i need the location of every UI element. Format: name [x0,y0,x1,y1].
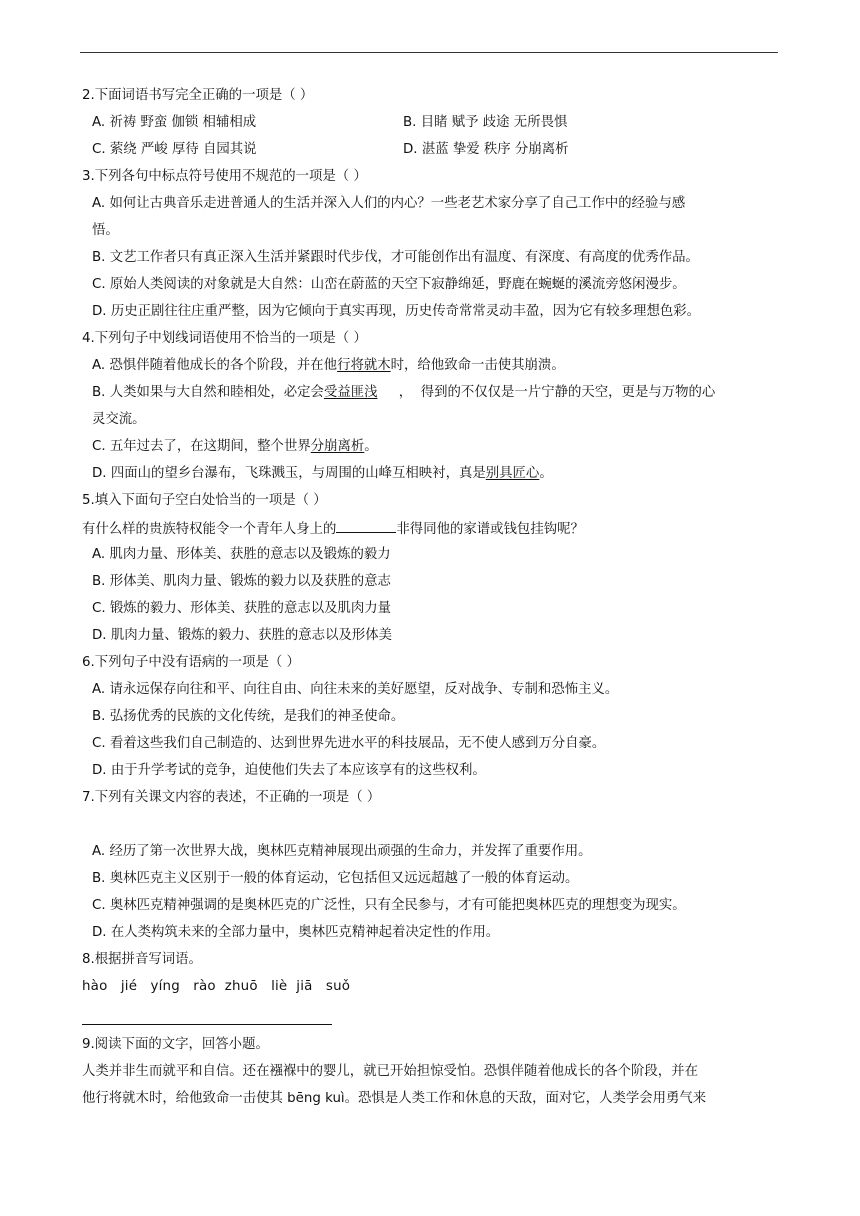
q9-stem: 9.阅读下面的文字，回答小题。 [82,1037,269,1052]
q7-option-b[interactable]: B. 奥林匹克主义区别于一般的体育运动，它包括但又远远超越了一般的体育运动。 [92,871,579,886]
q5-stem: 5.填入下面句子空白处恰当的一项是（ ） [82,493,327,508]
q8-answer-line[interactable] [82,1024,332,1025]
q3-option-c[interactable]: C. 原始人类阅读的对象就是大自然：山峦在蔚蓝的天空下寂静绵延，野鹿在蜿蜒的溪流旁悠闲漫步。 [92,277,686,292]
q4-a-text-end: 时，给他致命一击使其崩溃。 [390,358,565,373]
q4-b-underlined-word: 受益匪浅 [323,385,378,400]
q5-option-c[interactable]: C. 锻炼的毅力、形体美、获胜的意志以及肌肉力量 [92,601,392,616]
q9-passage-line-2: 他行将就木时，给他致命一击使其 bēng kuì。恐惧是人类工作和休息的天敌，面对它，人类学会用勇气来 [82,1091,707,1106]
q3-option-d[interactable]: D. 历史正剧往往庄重严整，因为它倾向于真实再现，历史传奇常常灵动丰盈，因为它有较多理想色彩。 [92,304,701,319]
q3-option-b[interactable]: B. 文艺工作者只有真正深入生活并紧跟时代步伐，才可能创作出有温度、有深度、有高度的优秀作品。 [92,250,699,265]
q7-stem: 7.下列有关课文内容的表述，不正确的一项是（ ） [82,790,381,805]
q4-b-text-end: ， 得到的不仅仅是一片宁静的天空，更是与万物的心 [377,385,716,400]
q5-sentence-end: 非得同他的家谱或钱包挂钩呢？ [396,522,584,537]
q8-pinyin: hào jié yíng rào zhuō liè jiā suǒ [82,979,351,994]
q2-option-d[interactable]: D. 湛蓝 挚爱 秩序 分崩离析 [403,142,569,157]
q3-stem: 3.下列各句中标点符号使用不规范的一项是（ ） [82,169,367,184]
q4-c-text: C. 五年过去了，在这期间，整个世界 [92,439,311,454]
q7-option-c[interactable]: C. 奥林匹克精神强调的是奥林匹克的广泛性，只有全民参与，才有可能把奥林匹克的理想变为现实。 [92,898,686,913]
q4-c-underlined-word: 分崩离析 [310,439,365,454]
q4-option-b-cont: 灵交流。 [92,412,146,427]
q4-option-b[interactable] [92,383,715,403]
q5-option-d[interactable]: D. 肌肉力量、锻炼的毅力、获胜的意志以及形体美 [92,628,393,643]
q4-d-text-end: 。 [539,466,553,481]
q2-stem: 2.下面词语书写完全正确的一项是（ ） [82,88,314,103]
q5-sentence-start: 有什么样的贵族特权能令一个青年人身上的 [82,522,337,537]
q2-option-a[interactable]: A. 祈祷 野蛮 伽锁 相辅相成 [92,115,257,130]
q6-stem: 6.下列句子中没有语病的一项是（ ） [82,655,300,670]
q2-option-b[interactable]: B. 目睹 赋予 歧途 无所畏惧 [403,115,568,130]
q5-blank[interactable] [336,518,396,533]
q9-passage-line-1: 人类并非生而就平和自信。还在襁褓中的婴儿，就已开始担惊受怕。恐惧伴随着他成长的各个阶段，并在 [82,1064,698,1079]
q2-option-c[interactable]: C. 萦绕 严峻 厚待 自园其说 [92,142,257,157]
q6-option-d[interactable]: D. 由于升学考试的竞争，迫使他们失去了本应该享有的这些权利。 [92,763,486,778]
q4-d-underlined-word: 别具匠心 [485,466,540,481]
q4-a-text: A. 恐惧伴随着他成长的各个阶段，并在他 [92,358,338,373]
q4-stem: 4.下列句子中划线词语使用不恰当的一项是（ ） [82,331,367,346]
q6-option-b[interactable]: B. 弘扬优秀的民族的文化传统，是我们的神圣使命。 [92,709,405,724]
q7-option-a[interactable]: A. 经历了第一次世界大战，奥林匹克精神展现出顽强的生命力，并发挥了重要作用。 [92,844,592,859]
header-rule [80,52,778,53]
q5-sentence [82,518,584,540]
q6-option-c[interactable]: C. 看着这些我们自己制造的、达到世界先进水平的科技展品，无不使人感到万分自豪。 [92,736,606,751]
q7-option-d[interactable]: D. 在人类构筑未来的全部力量中，奥林匹克精神起着决定性的作用。 [92,925,500,940]
q4-c-text-end: 。 [364,439,378,454]
q3-option-a[interactable]: A. 如何让古典音乐走进普通人的生活并深入人们的内心？一些老艺术家分享了自己工作中的经验与感 [92,196,686,211]
q4-b-text: B. 人类如果与大自然和睦相处，必定会 [92,385,324,400]
q6-option-a[interactable]: A. 请永远保存向往和平、向往自由、向往未来的美好愿望，反对战争、专制和恐怖主义。 [92,682,619,697]
q4-option-c[interactable] [92,437,378,457]
q4-d-text: D. 四面山的望乡台瀑布，飞珠溅玉，与周围的山峰互相映衬，真是 [92,466,486,481]
q4-option-a[interactable] [92,356,565,376]
q5-option-a[interactable]: A. 肌肉力量、形体美、获胜的意志以及锻炼的毅力 [92,547,391,562]
q8-stem: 8.根据拼音写词语。 [82,952,202,967]
q4-option-d[interactable] [92,464,553,484]
q3-option-a-cont: 悟。 [92,223,119,238]
q4-a-underlined-word: 行将就木 [337,358,391,373]
q5-option-b[interactable]: B. 形体美、肌肉力量、锻炼的毅力以及获胜的意志 [92,574,391,589]
